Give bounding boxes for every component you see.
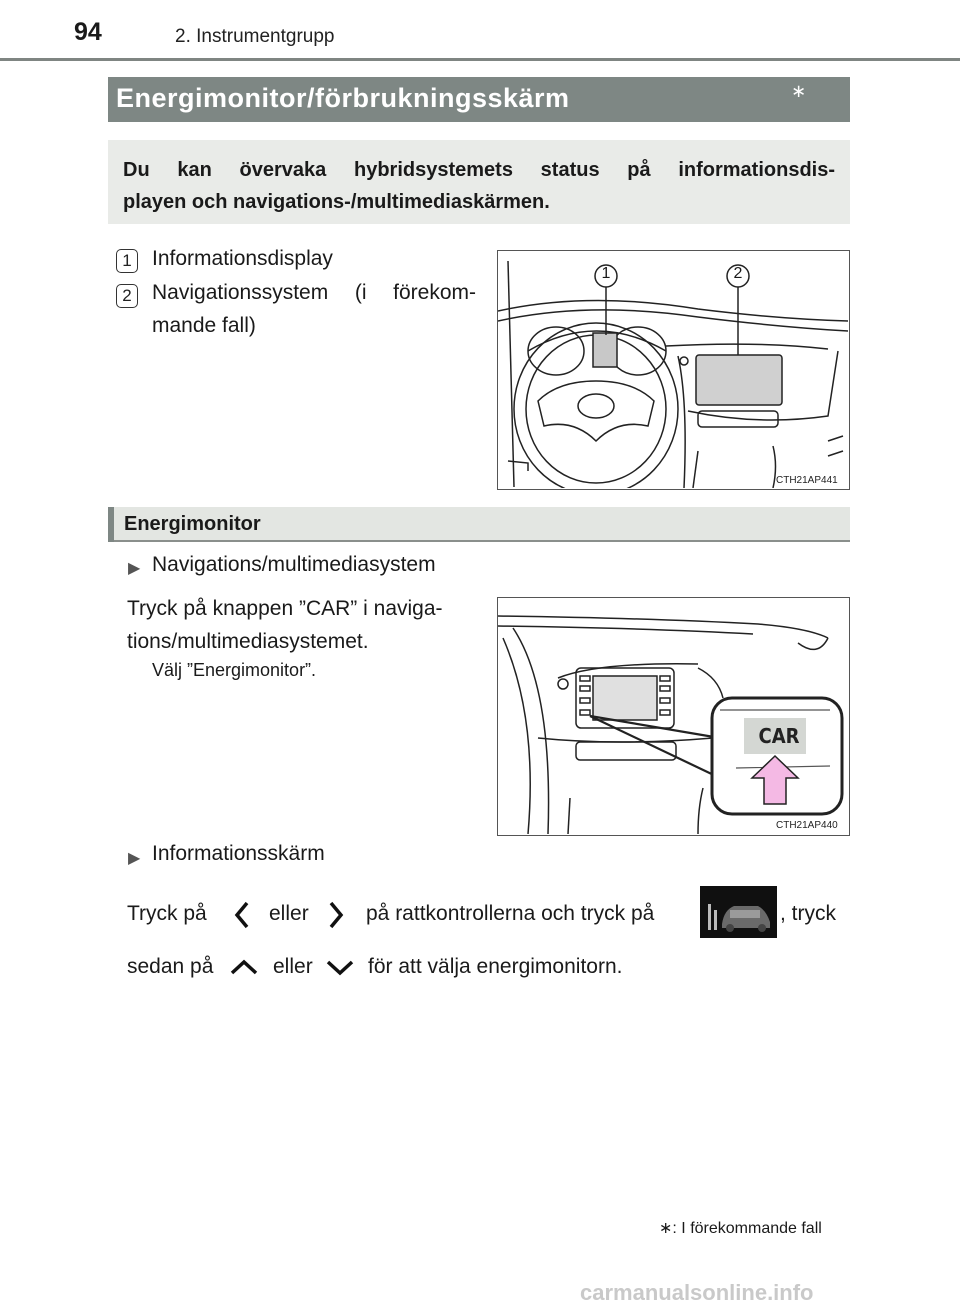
callout-2: 2 <box>733 265 743 282</box>
dashboard-drawing <box>498 251 848 488</box>
subsection-accent <box>108 507 114 542</box>
car-button-drawing <box>498 598 848 834</box>
chevron-up-icon <box>229 958 259 976</box>
nav-heading: Navigations/multimediasystem <box>152 553 436 576</box>
nav-text-line-2: tions/multimediasystemet. <box>127 630 369 653</box>
nav-text-line-1: Tryck på knappen ”CAR” i naviga- <box>127 597 443 620</box>
intro-box <box>108 140 850 224</box>
car-button-illustration <box>497 597 850 836</box>
intro-text <box>123 154 835 218</box>
item-label-2: Navigationssystem (i förekom- <box>152 281 476 304</box>
callout-1: 1 <box>601 265 611 282</box>
intro-line-2: playen och navigations-/multimediaskärmen. <box>123 191 550 213</box>
subsection-title: Energimonitor <box>124 513 261 535</box>
item-badge-2: 2 <box>116 284 138 308</box>
info-text-4: , tryck <box>780 902 836 925</box>
section-title-bar <box>108 77 850 122</box>
info-text-5: sedan på <box>127 955 214 978</box>
triangle-right-icon: ▶ <box>128 560 141 577</box>
chapter-title: 2. Instrumentgrupp <box>175 26 335 47</box>
item-label-2-cont: mande fall) <box>152 314 256 337</box>
chevron-down-icon <box>325 958 355 976</box>
subsection-bar <box>108 507 850 542</box>
car-button-label: CAR <box>758 724 800 748</box>
chevron-left-icon <box>232 900 252 930</box>
vehicle-info-icon <box>700 886 777 938</box>
info-text-1: Tryck på <box>127 902 207 925</box>
triangle-right-icon: ▶ <box>128 850 141 867</box>
footnote <box>659 1218 822 1238</box>
figure-code-1: CTH21AP441 <box>776 475 838 486</box>
watermark: carmanualsonline.info <box>580 1280 814 1305</box>
title-asterisk: ∗ <box>791 81 807 101</box>
item-badge-1: 1 <box>116 249 138 273</box>
item-label-1: Informationsdisplay <box>152 247 333 270</box>
page-number: 94 <box>74 18 102 46</box>
nav-note: Välj ”Energimonitor”. <box>152 660 317 680</box>
info-text-2: eller <box>269 902 309 925</box>
intro-line-1: Du kan övervaka hybridsystemets status på informationsdis- <box>123 159 835 181</box>
figure-code-2: CTH21AP440 <box>776 820 838 831</box>
info-text-3: på rattkontrollerna och tryck på <box>366 902 655 925</box>
info-heading: Informationsskärm <box>152 842 325 865</box>
dashboard-illustration <box>497 250 850 490</box>
info-text-6: eller <box>273 955 313 978</box>
info-text-7: för att välja energimonitorn. <box>368 955 623 978</box>
nav-instructions <box>127 592 477 658</box>
footnote-text: : I förekommande fall <box>672 1220 822 1237</box>
footnote-mark: ∗ <box>659 1220 673 1237</box>
chevron-right-icon <box>326 900 346 930</box>
page-title: Energimonitor/förbrukningsskärm <box>116 83 570 113</box>
header-rule <box>0 58 960 61</box>
